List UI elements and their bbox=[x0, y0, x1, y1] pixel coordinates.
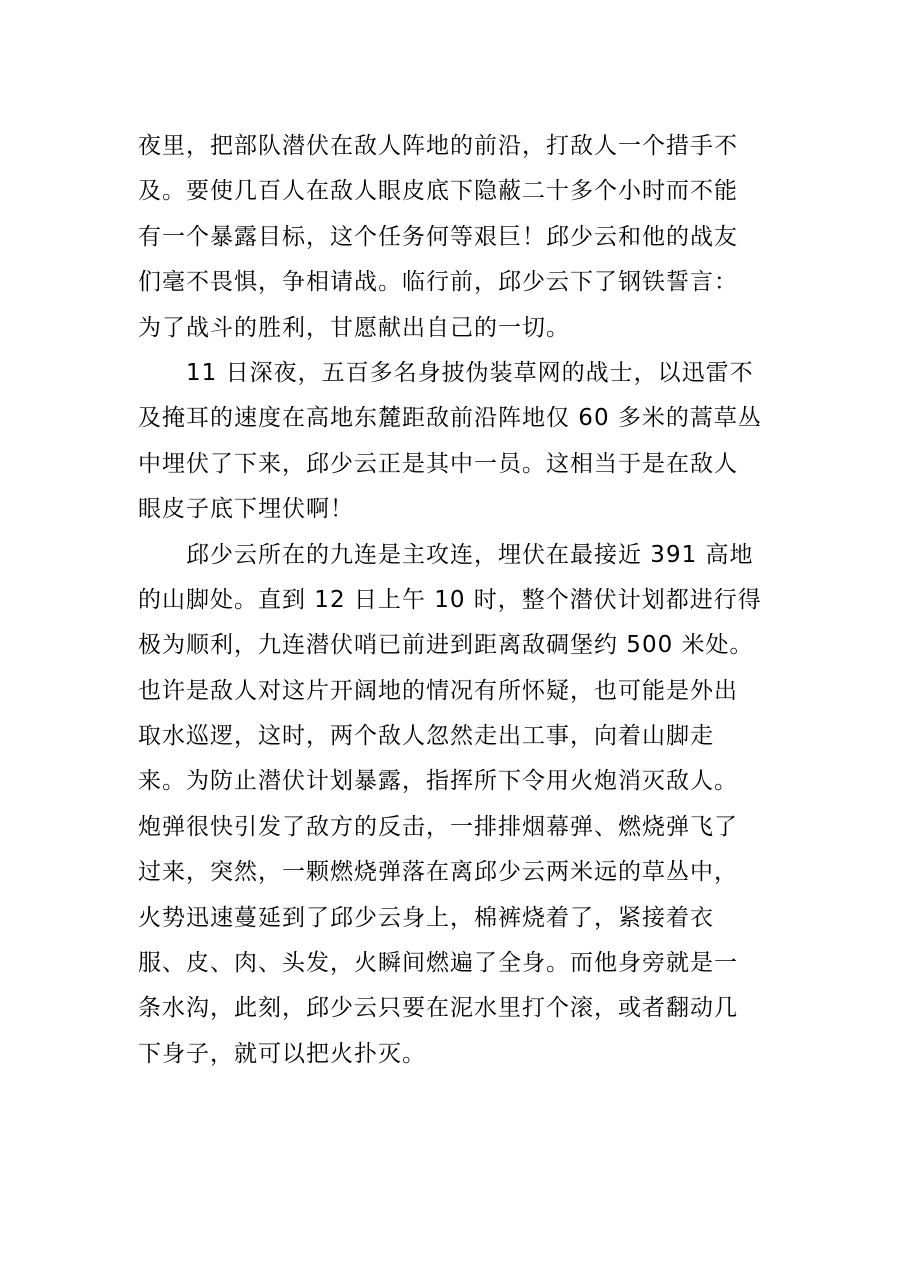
text-line: 来。为防止潜伏计划暴露，指挥所下令用火炮消灭敌人。 bbox=[138, 768, 738, 795]
text-line: 极为顺利，九连潜伏哨已前进到距离敌碉堡约 500 米处。 bbox=[138, 632, 754, 659]
text-line: 及掩耳的速度在高地东麓距敌前沿阵地仅 60 多米的蒿草丛 bbox=[138, 405, 762, 432]
text-line: 为了战斗的胜利，甘愿献出自己的一切。 bbox=[138, 314, 570, 341]
text-line: 有一个暴露目标，这个任务何等艰巨！邱少云和他的战友 bbox=[138, 223, 738, 250]
story-text bbox=[138, 124, 778, 1077]
text-line: 及。要使几百人在敌人眼皮底下隐蔽二十多个小时而不能 bbox=[138, 178, 738, 205]
paragraph-first-line: 邱少云所在的九连是主攻连，埋伏在最接近 391 高地 bbox=[186, 541, 754, 568]
text-line: 的山脚处。直到 12 日上午 10 时，整个潜伏计划都进行得 bbox=[138, 586, 762, 613]
text-line: 也许是敌人对这片开阔地的情况有所怀疑，也可能是外出 bbox=[138, 677, 738, 704]
text-line: 取水巡逻，这时，两个敌人忽然走出工事，向着山脚走 bbox=[138, 723, 714, 750]
text-line: 眼皮子底下埋伏啊！ bbox=[138, 496, 354, 523]
text-line: 火势迅速蔓延到了邱少云身上，棉裤烧着了，紧接着衣 bbox=[138, 904, 714, 931]
paragraph-first-line: 11 日深夜，五百多名身披伪装草网的战士，以迅雷不 bbox=[186, 359, 754, 386]
text-line: 夜里，把部队潜伏在敌人阵地的前沿，打敌人一个措手不 bbox=[138, 133, 738, 159]
text-line: 服、皮、肉、头发，火瞬间燃遍了全身。而他身旁就是一 bbox=[138, 950, 738, 977]
text-line: 们毫不畏惧，争相请战。临行前，邱少云下了钢铁誓言： bbox=[138, 269, 738, 296]
text-line: 下身子，就可以把火扑灭。 bbox=[138, 1040, 426, 1067]
text-line: 中埋伏了下来，邱少云正是其中一员。这相当于是在敌人 bbox=[138, 450, 738, 477]
text-line: 过来，突然，一颗燃烧弹落在离邱少云两米远的草丛中， bbox=[138, 859, 738, 886]
text-line: 条水沟，此刻，邱少云只要在泥水里打个滚，或者翻动几 bbox=[138, 995, 738, 1022]
text-line: 炮弹很快引发了敌方的反击，一排排烟幕弹、燃烧弹飞了 bbox=[138, 813, 738, 840]
